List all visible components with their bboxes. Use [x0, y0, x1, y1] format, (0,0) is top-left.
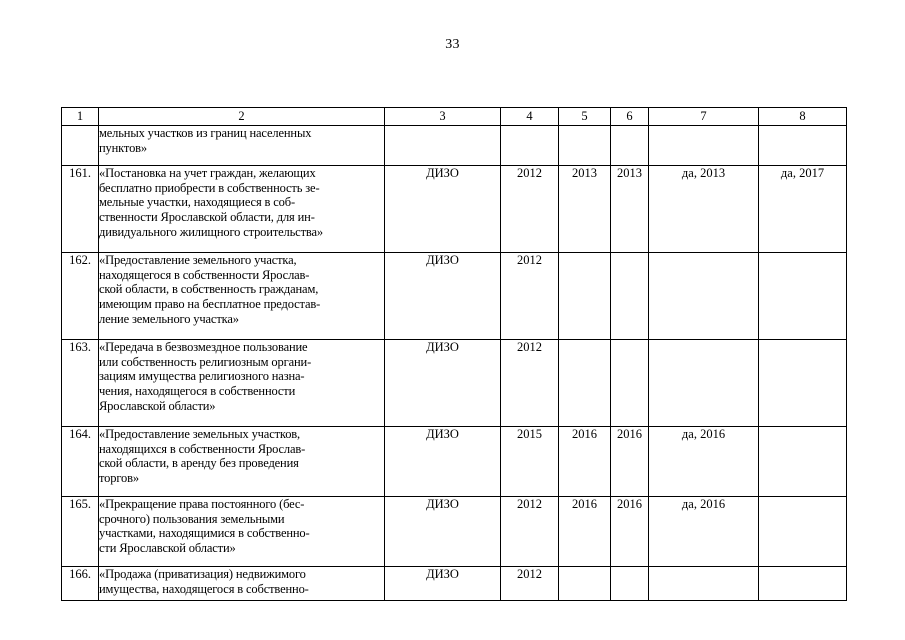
status-cell: да, 2017 — [759, 166, 847, 253]
service-name-line: сти Ярославской области» — [99, 541, 236, 556]
service-name-line: ской области, в аренду без проведения — [99, 456, 299, 471]
service-name-cell — [99, 166, 385, 253]
table-header-row — [62, 108, 847, 126]
service-name-cell — [99, 340, 385, 427]
row-number-cell: 161. — [62, 166, 99, 253]
service-name-line: «Продажа (приватизация) недвижимого — [99, 567, 306, 581]
column-header-2: 2 — [99, 108, 385, 126]
row-number-cell — [62, 126, 99, 166]
table-row — [62, 340, 847, 427]
service-name-cell — [99, 126, 385, 166]
service-name-line: ской области, в собственность гражданам, — [99, 282, 319, 297]
service-name-line: имеющим право на бесплатное предостав- — [99, 297, 321, 312]
service-name-cell — [99, 497, 385, 567]
row-number-cell: 164. — [62, 427, 99, 497]
column-header-3: 3 — [385, 108, 501, 126]
status-cell: да, 2016 — [649, 427, 759, 497]
column-header-1: 1 — [62, 108, 99, 126]
column-header-8: 8 — [759, 108, 847, 126]
service-name-line: «Предоставление земельного участка, — [99, 253, 297, 267]
service-name-line: срочного) пользования земельными — [99, 511, 285, 526]
service-name-line: участками, находящимися в собственно- — [99, 526, 310, 541]
year-cell — [611, 567, 649, 601]
table-row — [62, 166, 847, 253]
column-header-5: 5 — [559, 108, 611, 126]
year-cell: 2013 — [611, 166, 649, 253]
service-name-line: чения, находящегося в собственности — [99, 384, 296, 399]
agency-cell: ДИЗО — [385, 567, 501, 601]
status-cell — [759, 253, 847, 340]
table-row — [62, 427, 847, 497]
year-cell — [559, 253, 611, 340]
year-cell: 2012 — [501, 166, 559, 253]
status-cell — [649, 340, 759, 427]
year-cell: 2012 — [501, 253, 559, 340]
status-cell — [649, 567, 759, 601]
service-name-line: мельные участки, находящиеся в соб- — [99, 195, 295, 210]
year-cell: 2012 — [501, 567, 559, 601]
service-name-line: ственности Ярославской области, для ин- — [99, 210, 315, 225]
year-cell: 2016 — [559, 427, 611, 497]
service-name-line: зациям имущества религиозного назна- — [99, 369, 305, 384]
year-cell: 2016 — [559, 497, 611, 567]
row-number-cell: 162. — [62, 253, 99, 340]
service-name-line: имущества, находящегося в собственно- — [99, 581, 309, 596]
service-name-line: находящихся в собственности Ярослав- — [99, 441, 306, 456]
table-row — [62, 126, 847, 166]
page-number: 33 — [445, 37, 460, 52]
year-cell: 2016 — [611, 427, 649, 497]
agency-cell: ДИЗО — [385, 166, 501, 253]
column-header-7: 7 — [649, 108, 759, 126]
service-name-line: находящегося в собственности Ярослав- — [99, 267, 310, 282]
year-cell: 2015 — [501, 427, 559, 497]
table-row — [62, 497, 847, 567]
service-name-line: пунктов» — [99, 140, 148, 155]
service-name-line: «Постановка на учет граждан, желающих — [99, 166, 316, 180]
status-cell — [649, 253, 759, 340]
status-cell — [649, 126, 759, 166]
year-cell — [559, 340, 611, 427]
service-name-line: Ярославской области» — [99, 398, 216, 413]
status-cell — [759, 497, 847, 567]
row-number-cell: 165. — [62, 497, 99, 567]
table-row — [62, 567, 847, 601]
service-name-line: или собственность религиозным органи- — [99, 354, 312, 369]
status-cell: да, 2013 — [649, 166, 759, 253]
service-name-line: «Прекращение права постоянного (бес- — [99, 497, 305, 511]
year-cell — [559, 126, 611, 166]
agency-cell — [385, 126, 501, 166]
status-cell: да, 2016 — [649, 497, 759, 567]
table-body — [62, 126, 847, 601]
year-cell — [611, 126, 649, 166]
agency-cell: ДИЗО — [385, 253, 501, 340]
service-name-line: дивидуального жилищного строительства» — [99, 224, 323, 239]
column-header-4: 4 — [501, 108, 559, 126]
agency-cell: ДИЗО — [385, 497, 501, 567]
year-cell — [559, 567, 611, 601]
row-number-cell: 166. — [62, 567, 99, 601]
year-cell: 2013 — [559, 166, 611, 253]
agency-cell: ДИЗО — [385, 427, 501, 497]
status-cell — [759, 567, 847, 601]
status-cell — [759, 126, 847, 166]
year-cell — [611, 253, 649, 340]
service-name-line: «Передача в безвозмездное пользование — [99, 340, 308, 354]
service-name-cell — [99, 427, 385, 497]
year-cell: 2012 — [501, 340, 559, 427]
service-name-line: бесплатно приобрести в собственность зе- — [99, 180, 320, 195]
status-cell — [759, 340, 847, 427]
year-cell — [501, 126, 559, 166]
service-name-line: «Предоставление земельных участков, — [99, 427, 301, 441]
column-header-6: 6 — [611, 108, 649, 126]
year-cell: 2012 — [501, 497, 559, 567]
services-table — [61, 107, 847, 601]
service-name-cell — [99, 253, 385, 340]
status-cell — [759, 427, 847, 497]
year-cell: 2016 — [611, 497, 649, 567]
agency-cell: ДИЗО — [385, 340, 501, 427]
service-name-cell — [99, 567, 385, 601]
service-name-line: мельных участков из границ населенных — [99, 126, 312, 140]
year-cell — [611, 340, 649, 427]
service-name-line: ление земельного участка» — [99, 311, 239, 326]
table-row — [62, 253, 847, 340]
service-name-line: торгов» — [99, 471, 139, 486]
row-number-cell: 163. — [62, 340, 99, 427]
